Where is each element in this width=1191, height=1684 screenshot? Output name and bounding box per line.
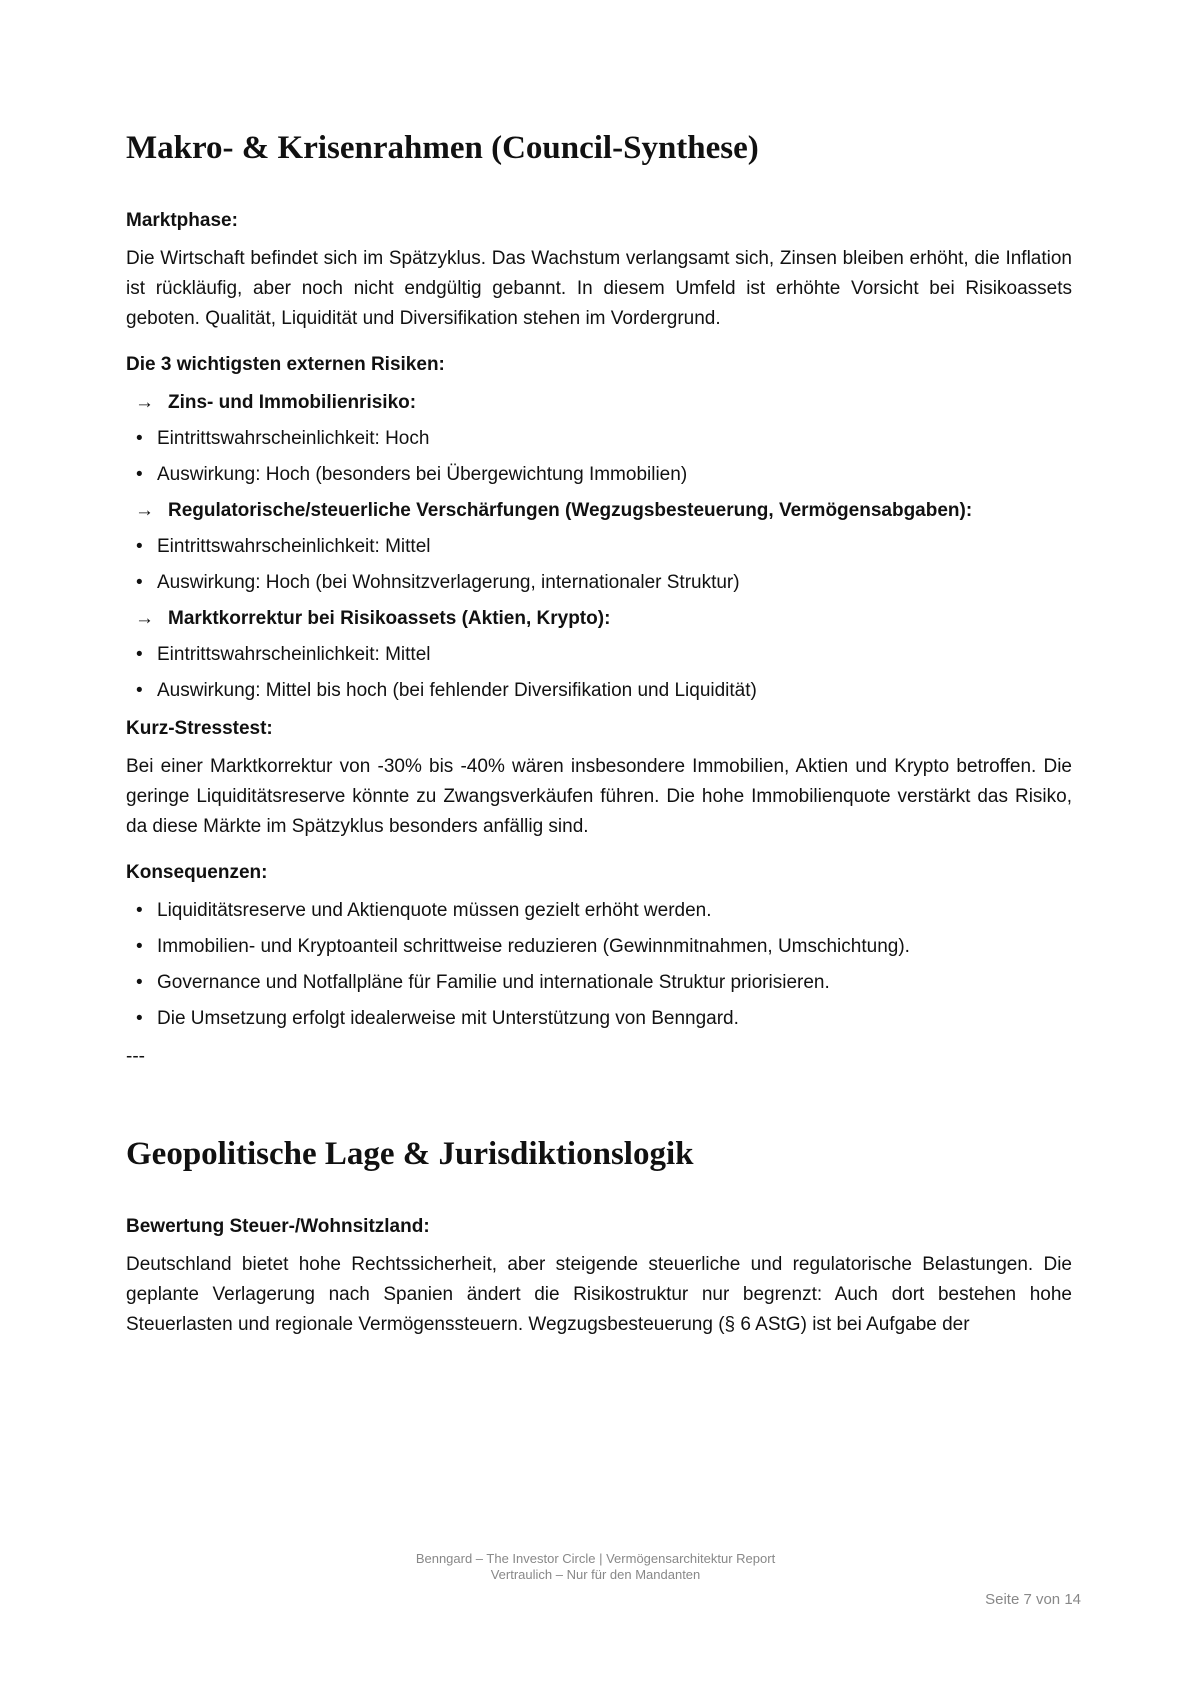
arrow-icon: →: [135, 392, 154, 413]
separator: ---: [126, 1046, 145, 1067]
arrow-icon: →: [135, 608, 154, 629]
consequences-label: Konsequenzen:: [126, 862, 268, 883]
footer-line-2: Vertraulich – Nur für den Mandanten: [490, 1567, 701, 1582]
section-title-makro: Makro- & Krisenrahmen (Council-Synthese): [126, 130, 759, 166]
page-footer: [0, 1551, 1191, 1583]
page-content: [126, 120, 1072, 1354]
section-title-geopolitik: Geopolitische Lage & Jurisdiktionslogik: [126, 1136, 694, 1172]
consequence-item: • Governance und Notfallpläne für Familie und internationale Struktur priorisieren.: [126, 968, 1072, 998]
risk-impact: • Auswirkung: Hoch (besonders bei Übergewichtung Immobilien): [126, 460, 1072, 490]
arrow-icon: →: [135, 500, 154, 521]
stresstest-text: Bei einer Marktkorrektur von -30% bis -40% wären insbesondere Immobilien, Aktien und Krypto betroffen. Die geringe Liquiditätsreserve könnte zu Zwangsverkäufen führen. Die hohe Immobilienquote verstärkt das Risiko, da diese Märkte im Spätzyklus besonders anfällig sind.: [126, 756, 1072, 837]
consequence-item: • Die Umsetzung erfolgt idealerweise mit Unterstützung von Benngard.: [126, 1004, 1072, 1034]
consequences-list: [126, 896, 1072, 1034]
risk-heading: → Zins- und Immobilienrisiko:: [126, 388, 1072, 418]
page-number: Seite 7 von 14: [985, 1591, 1081, 1608]
bewertung-label: Bewertung Steuer-/Wohnsitzland:: [126, 1216, 430, 1237]
consequence-item: • Liquiditätsreserve und Aktienquote müssen gezielt erhöht werden.: [126, 896, 1072, 926]
risk-probability: • Eintrittswahrscheinlichkeit: Mittel: [126, 532, 1072, 562]
risks-list: [126, 388, 1072, 706]
consequence-item: • Immobilien- und Kryptoanteil schrittweise reduzieren (Gewinnmitnahmen, Umschichtung).: [126, 932, 1072, 962]
footer-line-1: Benngard – The Investor Circle | Vermögensarchitektur Report: [415, 1551, 776, 1566]
marktphase-text: Die Wirtschaft befindet sich im Spätzyklus. Das Wachstum verlangsamt sich, Zinsen bleiben erhöht, die Inflation ist rückläufig, aber noch nicht endgültig gebannt. In diesem Umfeld ist erhöhte Vorsicht bei Risikoassets geboten. Qualität, Liquidität und Diversifikation stehen im Vordergrund.: [126, 248, 1072, 329]
risk-probability: • Eintrittswahrscheinlichkeit: Hoch: [126, 424, 1072, 454]
risk-probability: • Eintrittswahrscheinlichkeit: Mittel: [126, 640, 1072, 670]
marktphase-label: Marktphase:: [126, 210, 238, 231]
risk-heading: → Regulatorische/steuerliche Verschärfungen (Wegzugsbesteuerung, Vermögensabgaben):: [126, 496, 1072, 526]
stresstest-label: Kurz-Stresstest:: [126, 718, 273, 739]
bewertung-text: Deutschland bietet hohe Rechtssicherheit, aber steigende steuerliche und regulatorische Belastungen. Die geplante Verlagerung nach Spanien ändert die Risikostruktur nur begrenzt: Auch dort bestehen hohe Steuerlasten und regionale Vermögenssteuern. Wegzugsbesteuerung (§ 6 AStG) ist bei Aufgabe der: [126, 1254, 1072, 1335]
risk-impact: • Auswirkung: Hoch (bei Wohnsitzverlagerung, internationaler Struktur): [126, 568, 1072, 598]
risk-heading: → Marktkorrektur bei Risikoassets (Aktien, Krypto):: [126, 604, 1072, 634]
risks-label: Die 3 wichtigsten externen Risiken:: [126, 354, 445, 375]
risk-impact: • Auswirkung: Mittel bis hoch (bei fehlender Diversifikation und Liquidität): [126, 676, 1072, 706]
